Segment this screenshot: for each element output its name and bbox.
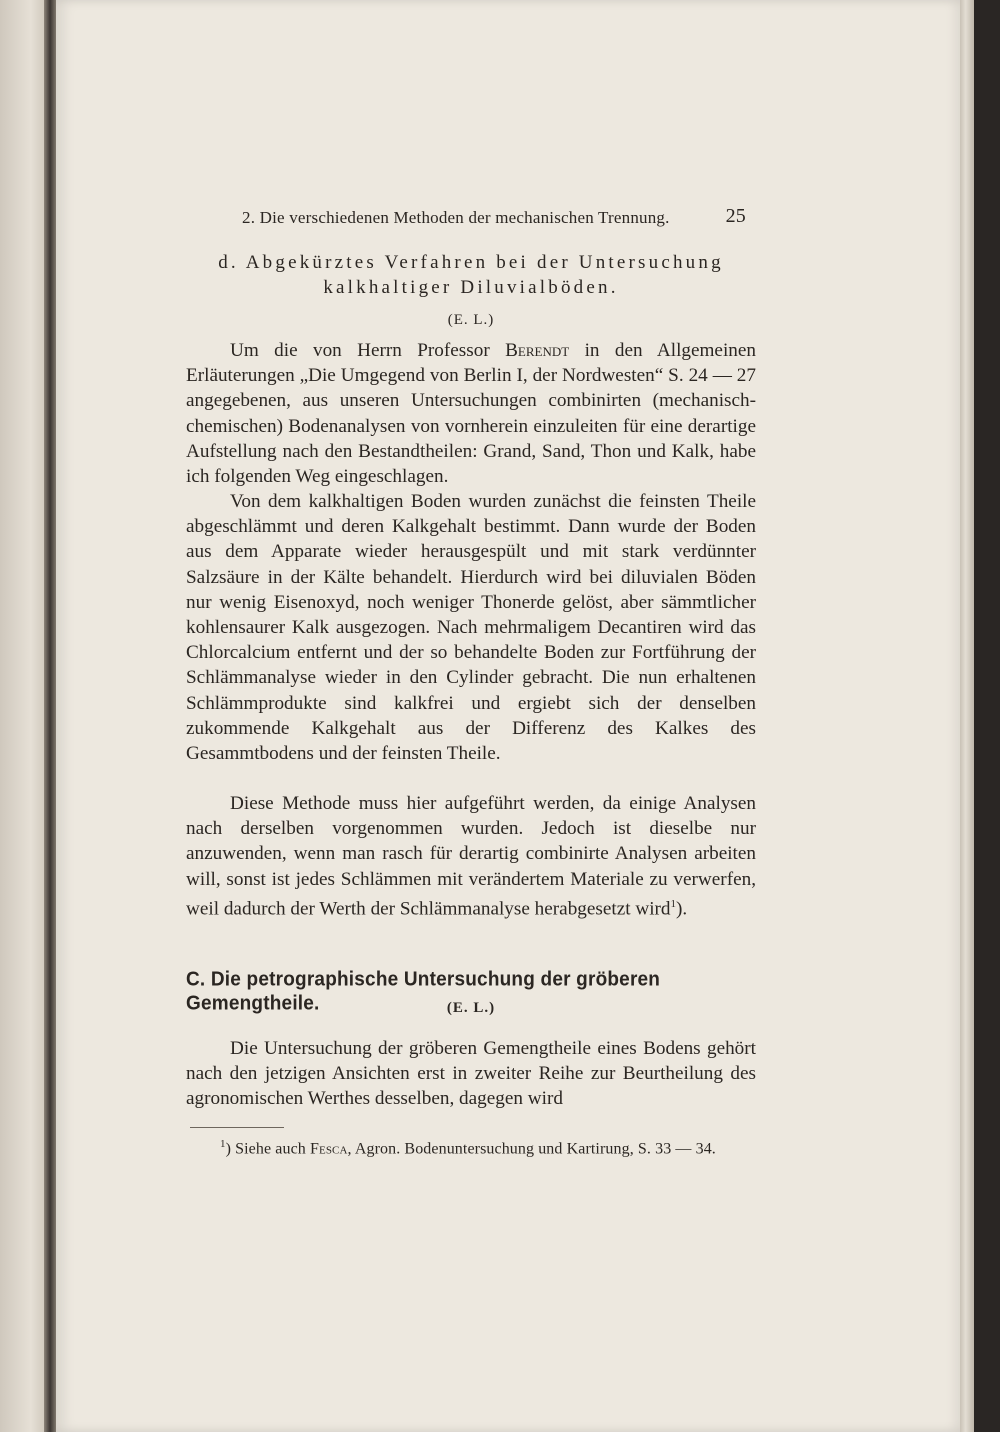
section-d-heading <box>186 250 756 300</box>
footnote-text-a: ) Siehe auch <box>225 1140 310 1158</box>
previous-page-edge <box>0 0 44 1432</box>
paragraph-1-text-b: in den Allgemeinen Erläuterungen „Die Umgegend von Berlin I, der Nordwesten“ S. 24 — 27 angegebenen, aus unseren Untersuchungen combinirten (mechanisch-chemischen) Bodenanalysen von vornherein einzuleiten für eine derartige Aufstellung nach den Bestandtheilen: Grand, Sand, Thon und Kalk, habe ich folgenden Weg eingeschlagen. <box>186 340 756 488</box>
paragraph-1-text-a: Um die von Herrn Professor <box>230 340 506 361</box>
footnote-reference: 1 <box>670 897 677 910</box>
section-d-heading-line2: kalkhaltiger Diluvialböden. <box>323 277 619 298</box>
footnote <box>220 1138 760 1158</box>
paragraph-3 <box>186 791 756 921</box>
section-c-author: (E. L.) <box>446 1000 496 1016</box>
paragraph-2: Von dem kalkhaltigen Boden wurden zunächst die feinsten Theile abgeschlämmt und deren Kalkgehalt bestimmt. Dann wurde der Boden aus dem Apparate wieder herausgespült und mit stark verdünnter Salzsäure in der Kälte behandelt. Hierdurch wird bei diluvialen Böden nur wenig Eisenoxyd, noch weniger Thonerde gelöst, aber sämmtlicher kohlensaurer Kalk ausgezogen. Nach mehrmaligem Decantiren wird das Chlorcalcium entfernt und der so behandelte Boden zur Fortführung der Schlämmanalyse wieder in den Cylinder gebracht. Die nun erhaltenen Schlämmprodukte sind kalkfrei und ergiebt sich der denselben zukommende Kalkgehalt aus der Differenz des Kalkes des Gesammtbodens und der feinsten Theile. <box>186 491 756 765</box>
paragraph-1 <box>186 338 756 489</box>
page-number: 25 <box>725 205 746 227</box>
paragraph-4: Die Untersuchung der gröberen Gemengtheile eines Bodens gehört nach den jetzigen Ansichten erst in zweiter Reihe zur Beurtheilung des agronomischen Werthes desselben, dagegen wird <box>186 1038 756 1110</box>
section-c-heading: C. Die petrographische Untersuchung der gröberen Gemengtheile. <box>186 968 661 1015</box>
author-name-fesca: Fesca <box>310 1140 348 1158</box>
footnote-mark: 1 <box>220 1138 226 1150</box>
paragraph-3-end: ). <box>676 898 688 920</box>
section-d-heading-line1: d. Abgekürztes Verfahren bei der Untersuchung <box>218 252 724 273</box>
footnote-text-b: , Agron. Bodenuntersuchung und Kartirung, S. 33 — 34. <box>347 1140 716 1158</box>
running-head: 2. Die verschiedenen Methoden der mechanischen Trennung. <box>242 208 670 227</box>
book-gutter <box>44 0 56 1432</box>
paragraph-3-text: Diese Methode muss hier aufgeführt werden, da einige Analysen nach derselben vorgenommen wurden. Jedoch ist dieselbe nur anzuwenden, wenn man rasch für derartig combinirte Analysen arbeiten will, sonst ist jedes Schlämmen mit verändertem Materiale zu verwerfen, weil dadurch der Werth der Schlämmanalyse herabgesetzt wird <box>186 793 756 920</box>
section-d-author: (E. L.) <box>447 312 495 328</box>
page-stack-edge <box>960 0 974 1432</box>
author-name-berendt: Berendt <box>505 340 570 361</box>
footnote-divider <box>190 1127 284 1128</box>
